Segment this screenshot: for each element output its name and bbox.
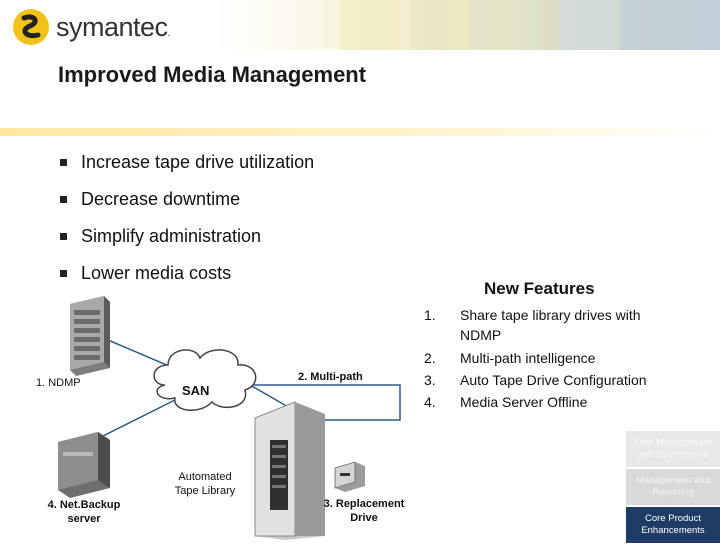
- bullet-square-icon: [60, 196, 67, 203]
- list-item: Simplify administration: [60, 226, 314, 263]
- list-item: Decrease downtime: [60, 189, 314, 226]
- header-image-strip: [300, 0, 720, 50]
- feature-item: 4. Media Server Offline: [424, 394, 588, 410]
- netbackup-server-icon: [58, 432, 110, 498]
- title-divider: [0, 128, 720, 136]
- ndmp-label: 1. NDMP: [36, 377, 81, 389]
- feature-item: 2. Multi-path intelligence: [424, 350, 596, 366]
- multipath-label: 2. Multi-path: [298, 371, 363, 383]
- san-label: SAN: [182, 383, 210, 398]
- benefits-list: [60, 152, 314, 300]
- logo-wordmark: symantec.: [56, 11, 170, 42]
- san-cloud-icon: [154, 350, 256, 410]
- bullet-square-icon: [60, 233, 67, 240]
- replacement-drive-label: 3. Replacement Drive: [323, 498, 405, 524]
- tab-management-reporting[interactable]: Management and Reporting: [626, 469, 720, 505]
- feature-item: 3. Auto Tape Drive Configuration: [424, 372, 647, 388]
- symantec-globe-icon: [12, 8, 50, 46]
- bullet-square-icon: [60, 270, 67, 277]
- page-title: Improved Media Management: [58, 62, 367, 87]
- tab-core-product[interactable]: Core Product Enhancements: [626, 507, 720, 543]
- new-features-heading: New Features: [484, 279, 595, 298]
- list-item: Increase tape drive utilization: [60, 152, 314, 189]
- new-features-list: [418, 305, 718, 415]
- ndmp-server-icon: [70, 296, 110, 376]
- bullet-square-icon: [60, 159, 67, 166]
- netbackup-label: 4. Net.Backup server: [47, 499, 121, 525]
- replacement-drive-icon: [335, 462, 365, 492]
- list-item: Lower media costs: [60, 263, 314, 300]
- section-tabs: [626, 431, 720, 545]
- tab-disk-management[interactable]: Disk Management and Optimization: [626, 431, 720, 467]
- feature-item: 1. Share tape library drives with NDMP: [424, 307, 641, 343]
- tape-library-label: Automated Tape Library: [174, 471, 236, 497]
- symantec-logo: [12, 8, 170, 46]
